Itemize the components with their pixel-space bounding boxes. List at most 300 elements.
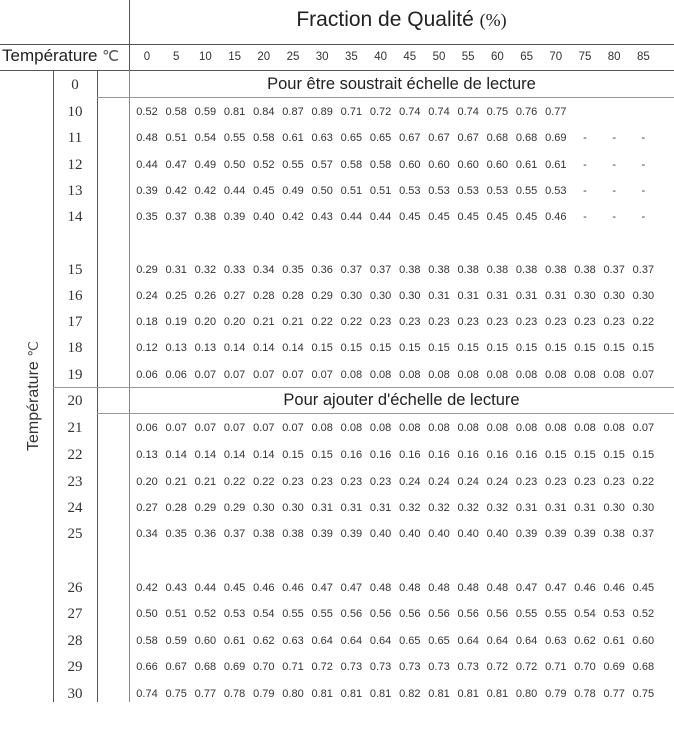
table-cell: 0.70	[253, 661, 275, 673]
table-cell: 0.30	[253, 502, 275, 514]
section-divider	[97, 97, 674, 98]
table-cell: 0.43	[311, 211, 333, 223]
temperature-row-label: 26	[67, 580, 83, 596]
table-cell: 0.15	[486, 342, 509, 354]
quality-header-75: 75	[578, 51, 592, 63]
table-cell: 0.32	[486, 502, 509, 514]
temperature-row-label: 30	[67, 686, 83, 702]
vertical-temperature-label	[25, 341, 43, 451]
table-cell: 0.64	[486, 635, 509, 647]
table-cell: 0.39	[574, 528, 596, 540]
table-cell: -	[641, 185, 646, 197]
table-cell: 0.45	[486, 211, 509, 223]
table-cell: 0.22	[340, 316, 363, 328]
table-cell: 0.22	[632, 476, 655, 488]
vertical-label-text: Température	[25, 361, 42, 452]
table-cell: 0.07	[253, 369, 275, 381]
table-cell: 0.39	[311, 528, 333, 540]
table-cell: 0.75	[632, 688, 655, 700]
table-cell: 0.07	[253, 422, 275, 434]
table-cell: 0.23	[574, 316, 596, 328]
table-cell: 0.24	[457, 476, 479, 488]
table-cell: 0.07	[194, 422, 217, 434]
table-cell: 0.29	[136, 264, 158, 276]
table-cell: 0.29	[194, 502, 217, 514]
table-cell: 0.23	[428, 316, 450, 328]
table-cell: 0.08	[457, 369, 479, 381]
table-cell: 0.77	[603, 688, 625, 700]
table-cell: 0.39	[515, 528, 538, 540]
table-cell: 0.50	[311, 185, 333, 197]
table-cell: 0.23	[545, 476, 567, 488]
table-cell: 0.31	[545, 502, 567, 514]
table-cell: 0.30	[282, 502, 304, 514]
table-cell: 0.55	[282, 608, 304, 620]
table-cell: 0.31	[340, 502, 363, 514]
table-cell: 0.36	[194, 528, 217, 540]
table-cell: 0.40	[428, 528, 450, 540]
table-cell: 0.23	[369, 316, 392, 328]
table-cell: 0.72	[369, 106, 392, 118]
table-cell: 0.75	[486, 106, 509, 118]
table-cell: 0.22	[253, 476, 275, 488]
table-cell: 0.23	[545, 316, 567, 328]
table-cell: 0.15	[574, 449, 596, 461]
table-cell: 0.30	[632, 290, 655, 302]
table-cell: 0.45	[515, 211, 538, 223]
table-cell: 0.71	[282, 661, 304, 673]
table-cell: 0.51	[340, 185, 363, 197]
table-cell: 0.42	[165, 185, 187, 197]
table-cell: 0.23	[282, 476, 304, 488]
table-cell: 0.39	[223, 211, 246, 223]
table-cell: 0.15	[632, 342, 655, 354]
data-column-border	[129, 70, 130, 702]
table-cell: -	[612, 132, 617, 144]
table-cell: 0.40	[253, 211, 275, 223]
quality-header-5: 5	[172, 51, 180, 63]
table-cell: 0.16	[428, 449, 450, 461]
table-cell: 0.16	[369, 449, 392, 461]
table-cell: 0.48	[428, 582, 450, 594]
temperature-row-label: 11	[67, 130, 83, 146]
table-cell: 0.73	[369, 661, 392, 673]
table-cell: 0.69	[603, 661, 625, 673]
table-cell: 0.50	[223, 159, 246, 171]
table-cell: 0.30	[369, 290, 392, 302]
table-cell: 0.62	[574, 635, 596, 647]
table-cell: 0.28	[165, 502, 187, 514]
table-cell: 0.77	[545, 106, 567, 118]
table-cell: 0.38	[253, 528, 275, 540]
table-cell: 0.68	[632, 661, 655, 673]
table-cell: 0.63	[282, 635, 304, 647]
quality-header-55: 55	[461, 51, 475, 63]
temperature-header	[2, 46, 119, 66]
table-cell: 0.45	[223, 582, 246, 594]
table-cell: 0.73	[428, 661, 450, 673]
table-cell: 0.51	[369, 185, 392, 197]
table-cell: 0.45	[253, 185, 275, 197]
table-cell: 0.15	[311, 449, 333, 461]
table-cell: 0.53	[223, 608, 246, 620]
table-cell: 0.32	[428, 502, 450, 514]
table-cell: 0.53	[545, 185, 567, 197]
table-cell: 0.40	[486, 528, 509, 540]
table-cell: 0.45	[632, 582, 655, 594]
table-cell: 0.64	[515, 635, 538, 647]
table-cell: 0.15	[603, 342, 625, 354]
table-cell: 0.27	[136, 502, 158, 514]
table-cell: 0.45	[428, 211, 450, 223]
temperature-row-label: 19	[67, 367, 83, 383]
table-cell: 0.61	[515, 159, 538, 171]
header-divider-top	[0, 44, 674, 45]
table-cell: 0.23	[486, 316, 509, 328]
table-cell: 0.60	[457, 159, 479, 171]
temperature-row-label: 15	[67, 262, 83, 278]
table-cell: 0.22	[223, 476, 246, 488]
table-cell: 0.15	[545, 342, 567, 354]
section-divider	[97, 413, 674, 414]
table-cell: 0.68	[194, 661, 217, 673]
table-cell: 0.08	[545, 369, 567, 381]
table-cell: 0.32	[457, 502, 479, 514]
table-cell: 0.59	[165, 635, 187, 647]
quality-header-15: 15	[228, 51, 241, 63]
table-cell: 0.23	[311, 476, 333, 488]
table-cell: 0.15	[545, 449, 567, 461]
table-cell: 0.34	[253, 264, 275, 276]
table-cell: 0.07	[223, 422, 246, 434]
table-cell: 0.32	[399, 502, 421, 514]
table-cell: 0.56	[457, 608, 479, 620]
table-cell: 0.58	[369, 159, 392, 171]
table-cell: 0.61	[545, 159, 567, 171]
header-divider-bottom	[0, 70, 674, 71]
table-cell: 0.72	[515, 661, 538, 673]
table-cell: 0.15	[457, 342, 479, 354]
table-cell: 0.08	[369, 369, 392, 381]
table-cell: 0.33	[223, 264, 246, 276]
table-cell: 0.37	[632, 264, 655, 276]
table-cell: 0.74	[399, 106, 421, 118]
table-cell: 0.31	[369, 502, 392, 514]
table-cell: 0.15	[340, 342, 363, 354]
table-title-text: Fraction de Qualité	[296, 8, 474, 31]
temperature-row-label: 12	[67, 157, 83, 173]
table-cell: 0.23	[603, 476, 625, 488]
table-cell: 0.21	[253, 316, 275, 328]
table-cell: 0.55	[545, 608, 567, 620]
table-cell: 0.35	[136, 211, 158, 223]
table-cell: 0.74	[457, 106, 479, 118]
table-cell: 0.74	[136, 688, 158, 700]
table-cell: 0.59	[194, 106, 217, 118]
table-cell: 0.45	[399, 211, 421, 223]
table-cell: 0.08	[340, 422, 363, 434]
table-cell: 0.44	[340, 211, 363, 223]
table-cell: 0.58	[136, 635, 158, 647]
table-cell: -	[641, 159, 646, 171]
table-cell: 0.81	[457, 688, 479, 700]
table-cell: 0.20	[136, 476, 158, 488]
table-cell: 0.71	[340, 106, 363, 118]
table-cell: 0.71	[545, 661, 567, 673]
temperature-header-label: Température	[2, 46, 98, 65]
table-cell: 0.51	[165, 132, 187, 144]
table-cell: 0.31	[515, 290, 538, 302]
vertical-label-unit: ℃	[27, 340, 42, 357]
table-cell: -	[641, 211, 646, 223]
table-cell: 0.15	[282, 449, 304, 461]
quality-header-45: 45	[403, 51, 417, 63]
header-divider-vertical	[129, 0, 130, 70]
table-cell: 0.24	[428, 476, 450, 488]
table-cell: 0.31	[486, 290, 509, 302]
table-cell: 0.07	[311, 369, 333, 381]
table-cell: 0.21	[165, 476, 187, 488]
table-cell: 0.56	[340, 608, 363, 620]
table-cell: 0.08	[574, 369, 596, 381]
table-cell: 0.46	[282, 582, 304, 594]
table-cell: 0.52	[136, 106, 158, 118]
table-cell: 0.55	[282, 159, 304, 171]
table-cell: 0.40	[457, 528, 479, 540]
table-cell: 0.08	[457, 422, 479, 434]
table-cell: 0.30	[603, 290, 625, 302]
table-cell: 0.54	[194, 132, 217, 144]
table-cell: 0.79	[253, 688, 275, 700]
table-cell: 0.53	[457, 185, 479, 197]
table-cell: 0.66	[136, 661, 158, 673]
table-cell: 0.38	[399, 264, 421, 276]
table-cell: 0.37	[369, 264, 392, 276]
table-cell: 0.13	[136, 449, 158, 461]
temperature-row-label: 13	[67, 183, 83, 199]
table-cell: 0.81	[428, 688, 450, 700]
quality-header-60: 60	[490, 51, 504, 63]
table-cell: 0.52	[194, 608, 217, 620]
table-cell: 0.72	[486, 661, 509, 673]
table-cell: 0.13	[165, 342, 187, 354]
table-cell: 0.15	[515, 342, 538, 354]
table-cell: 0.52	[253, 159, 275, 171]
table-cell: 0.14	[282, 342, 304, 354]
table-cell: 0.56	[399, 608, 421, 620]
temperature-row-label: 17	[67, 314, 83, 330]
table-cell: 0.60	[399, 159, 421, 171]
section-heading-subtract: Pour être soustrait échelle de lecture	[267, 75, 536, 93]
quality-header-80: 80	[607, 51, 621, 63]
table-cell: 0.64	[311, 635, 333, 647]
quality-header-35: 35	[344, 51, 358, 63]
table-cell: 0.30	[574, 290, 596, 302]
table-cell: 0.28	[282, 290, 304, 302]
table-cell: 0.77	[194, 688, 217, 700]
table-cell: 0.08	[399, 422, 421, 434]
table-cell: 0.16	[457, 449, 479, 461]
table-cell: 0.23	[603, 316, 625, 328]
table-cell: 0.58	[340, 159, 363, 171]
table-cell: 0.08	[340, 369, 363, 381]
table-cell: 0.60	[632, 635, 655, 647]
table-cell: 0.55	[515, 185, 538, 197]
table-cell: 0.14	[223, 342, 246, 354]
table-cell: 0.65	[369, 132, 392, 144]
table-cell: 0.38	[457, 264, 479, 276]
table-cell: 0.35	[282, 264, 304, 276]
table-cell: 0.16	[340, 449, 363, 461]
table-cell: 0.75	[165, 688, 187, 700]
table-cell: 0.72	[311, 661, 333, 673]
table-cell: 0.12	[136, 342, 158, 354]
table-cell: 0.58	[165, 106, 187, 118]
table-cell: 0.08	[311, 422, 333, 434]
table-cell: 0.30	[399, 290, 421, 302]
table-cell: 0.23	[515, 316, 538, 328]
table-cell: 0.65	[340, 132, 363, 144]
table-cell: 0.67	[428, 132, 450, 144]
table-cell: 0.21	[194, 476, 217, 488]
table-cell: 0.06	[136, 369, 158, 381]
table-cell: 0.08	[545, 422, 567, 434]
table-cell: 0.37	[603, 264, 625, 276]
table-cell: 0.31	[311, 502, 333, 514]
table-cell: 0.44	[223, 185, 246, 197]
table-cell: 0.48	[136, 132, 158, 144]
quality-header-65: 65	[520, 51, 533, 63]
table-cell: 0.44	[194, 582, 217, 594]
table-cell: 0.36	[311, 264, 333, 276]
table-cell: 0.21	[282, 316, 304, 328]
table-cell: 0.28	[253, 290, 275, 302]
table-cell: 0.53	[603, 608, 625, 620]
table-cell: 0.60	[428, 159, 450, 171]
table-title-unit: (%)	[479, 10, 507, 30]
table-cell: 0.24	[486, 476, 509, 488]
table-cell: 0.24	[136, 290, 158, 302]
table-cell: 0.40	[369, 528, 392, 540]
table-cell: 0.07	[282, 369, 304, 381]
table-cell: 0.07	[223, 369, 246, 381]
table-cell: 0.64	[369, 635, 392, 647]
table-cell: 0.44	[369, 211, 392, 223]
table-cell: 0.51	[165, 608, 187, 620]
table-cell: 0.58	[253, 132, 275, 144]
table-cell: -	[583, 132, 587, 144]
table-cell: 0.38	[428, 264, 450, 276]
table-cell: 0.08	[369, 422, 392, 434]
quality-header-0: 0	[143, 51, 151, 63]
quality-header-20: 20	[257, 51, 271, 63]
table-cell: 0.15	[311, 342, 333, 354]
table-cell: 0.81	[311, 688, 333, 700]
table-cell: 0.08	[515, 369, 538, 381]
table-cell: 0.81	[486, 688, 509, 700]
table-cell: 0.56	[428, 608, 450, 620]
table-cell: 0.84	[253, 106, 275, 118]
table-cell: -	[612, 211, 617, 223]
table-cell: 0.47	[311, 582, 333, 594]
table-cell: 0.87	[282, 106, 304, 118]
table-cell: 0.07	[165, 422, 187, 434]
temperature-row-label: 25	[67, 526, 83, 542]
table-cell: 0.07	[194, 369, 217, 381]
temperature-row-label: 14	[67, 209, 83, 225]
temperature-row-label: 22	[67, 447, 83, 463]
table-cell: 0.08	[486, 422, 509, 434]
table-cell: 0.06	[136, 422, 158, 434]
table-cell: 0.78	[574, 688, 596, 700]
table-cell: 0.20	[223, 316, 246, 328]
table-cell: 0.60	[486, 159, 509, 171]
table-cell: 0.63	[545, 635, 567, 647]
temperature-row-label: 21	[67, 420, 83, 436]
table-cell: 0.42	[136, 582, 158, 594]
table-cell: 0.70	[574, 661, 596, 673]
table-cell: 0.15	[428, 342, 450, 354]
table-cell: 0.82	[399, 688, 421, 700]
table-cell: 0.19	[165, 316, 187, 328]
table-cell: 0.40	[399, 528, 421, 540]
temperature-row-label: 20	[67, 393, 83, 409]
table-cell: 0.61	[603, 635, 625, 647]
table-cell: 0.47	[165, 159, 187, 171]
table-cell: 0.26	[194, 290, 217, 302]
table-cell: 0.08	[428, 369, 450, 381]
table-cell: 0.14	[194, 449, 217, 461]
table-cell: 0.64	[457, 635, 479, 647]
table-cell: 0.23	[340, 476, 363, 488]
table-cell: 0.73	[399, 661, 421, 673]
table-cell: 0.15	[574, 342, 596, 354]
table-cell: 0.39	[136, 185, 158, 197]
table-cell: 0.60	[194, 635, 217, 647]
table-cell: 0.29	[223, 502, 246, 514]
table-cell: 0.08	[603, 422, 625, 434]
table-cell: 0.81	[223, 106, 246, 118]
table-cell: 0.81	[369, 688, 392, 700]
table-cell: 0.74	[428, 106, 450, 118]
label-column-border	[53, 70, 54, 702]
table-cell: 0.14	[223, 449, 246, 461]
table-cell: 0.15	[369, 342, 392, 354]
table-cell: 0.31	[457, 290, 479, 302]
table-cell: 0.89	[311, 106, 333, 118]
table-cell: 0.15	[632, 449, 655, 461]
table-cell: 0.68	[515, 132, 538, 144]
table-cell: 0.47	[545, 582, 567, 594]
table-cell: 0.08	[486, 369, 509, 381]
quality-header-40: 40	[374, 51, 387, 63]
table-cell: 0.32	[194, 264, 217, 276]
table-cell: 0.79	[545, 688, 567, 700]
table-cell: 0.56	[486, 608, 509, 620]
table-cell: 0.37	[340, 264, 363, 276]
temperature-row-label: 27	[67, 606, 83, 622]
table-cell: -	[583, 159, 587, 171]
table-cell: 0.50	[136, 608, 158, 620]
table-cell: 0.46	[253, 582, 275, 594]
table-cell: 0.46	[574, 582, 596, 594]
table-cell: 0.23	[574, 476, 596, 488]
table-cell: 0.47	[340, 582, 363, 594]
table-cell: 0.67	[165, 661, 187, 673]
table-cell: 0.31	[428, 290, 450, 302]
table-cell: 0.73	[340, 661, 363, 673]
table-cell: 0.55	[515, 608, 538, 620]
